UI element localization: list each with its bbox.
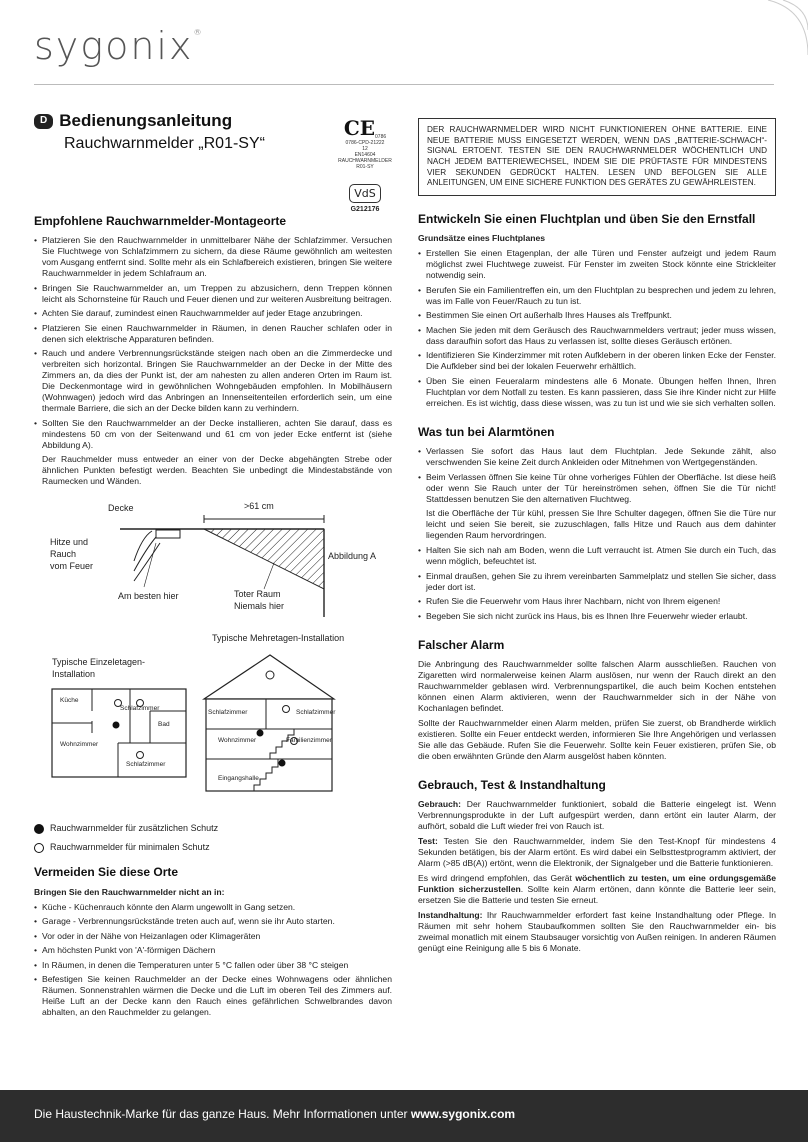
room-bad: Bad [158,721,170,729]
vds-mark: VdS [349,184,381,203]
list-item: • Platzieren Sie einen Rauchwarnmelder in Räumen, in denen Raucher schlafen oder in denen sich elektrische Apparaturen befinden. [34,323,392,345]
left-column [34,110,392,1022]
list-item: • Begeben Sie sich nicht zurück ins Haus, bis es Ihnen Ihre Feuerwehr wieder erlaubt. [418,611,776,622]
list-item: • Garage - Verbrennungsrückstände treten auch auf, wenn sie ihr Auto starten. [34,916,392,927]
filled-circle-icon [34,824,44,834]
montage-paragraph: Der Rauchmelder muss entweder an einer von der Decke abgehängten Strebe oder ähnlichen Punkten befestigt werden. Beachten Sie unbedingt die Mindestabstände von Raumecken und Wänden. [42,454,392,487]
vds-number: G212176 [350,206,380,214]
room-schlaf1: Schlafzimmer [120,705,160,713]
alarm-list-2 [418,545,776,622]
label-installation: Installation [52,669,96,680]
legend-empty: Rauchwarnmelder für minimalen Schutz [34,842,392,854]
falsch-heading: Falscher Alarm [418,637,505,652]
label-hitze: Hitze und [50,537,89,548]
list-item: • Befestigen Sie keinen Rauchmelder an der Decke eines Wohnwagens oder ähnlichen Räumen. Sonnenstrahlen wärmen die Decke und die Luft im oberen Teil des Zimmers auf. Heiße Luft an der Decke kann den Rauch eines gefährlichen Schwelbrandes davon abhalten, an den Rauchmelder zu gelangen. [34,974,392,1018]
list-item: • Berufen Sie ein Familientreffen ein, um den Fluchtplan zu besprechen und jedem zu lehren, was im Falle von Feuer/Rauch zu tun ist. [418,285,776,307]
page-title: D Bedienungsanleitung [34,110,392,132]
label-einzeletagen: Typische Einzeletagen- [52,657,146,668]
room-wohn: Wohnzimmer [60,741,99,749]
alarm-heading: Was tun bei Alarmtönen [418,424,555,439]
footer-bar: Die Haustechnik-Marke für das ganze Haus. Mehr Informationen unter www.sygonix.com [0,1090,808,1142]
gebrauch-paragraph: Gebrauch: Der Rauchwarnmelder funktioniert, sobald die Batterie eingelegt ist. Wenn Verbrennungsprodukte in der Luft aufgespürt werden, dann ertönt ein lauter Alarm, der aufhört, sobald die Luft wieder frei von Rauch ist. [418,799,776,832]
title-block [34,110,392,214]
language-badge: D [34,114,53,129]
list-item: • Platzieren Sie den Rauchwarnmelder in unmittelbarer Nähe der Schlafzimmer. Versuchen Sie Fluchtwege von Schlafzimmern zu sichern, da diese Räume gewöhnlich am weitesten vom Ausgang entfernt sind. Sollte mehr als ein Schlafbereich existieren, bringen Sie weitere Rauchwarnmelder in jedem Schlafraum an. [34,235,392,279]
room-m-eingang: Eingangshalle [218,775,259,783]
list-item: • Einmal draußen, gehen Sie zu ihrem vereinbarten Sammelplatz und stellen Sie sicher, dass jeder dort ist. [418,571,776,593]
header-divider [34,84,774,85]
label-rauch: Rauch [50,549,77,560]
room-schlaf2: Schlafzimmer [126,761,166,769]
room-m-wohn: Wohnzimmer [218,737,257,745]
label-toter: Toter Raum [234,589,281,600]
diagram-legend [34,823,392,853]
label-besten: Am besten hier [118,591,179,602]
right-column [418,118,776,958]
list-item: • Bestimmen Sie einen Ort außerhalb Ihres Hauses als Treffpunkt. [418,310,776,321]
label-decke: Decke [108,503,134,514]
list-item: • Verlassen Sie sofort das Haus laut dem Fluchtplan. Jede Sekunde zählt, also verschwenden Sie keine Zeit durch Ankleiden oder Mitnehmen von Wertgegenständen. [418,446,776,468]
list-item: • Rauch und andere Verbrennungsrückstände steigen nach oben an die Zimmerdecke und verbreiten sich horizontal. Bringen Sie Rauchwarnmelder an der Decke in der Mitte des Zimmers an, da dies der Punkt ist, der am nahesten zu allen anderen Orten im Raum ist. Die Deckenmontage wird in gewöhnlichen Wohngebäuden empfohlen. In Mobilhäusern (Wohnwagen) jedoch wird das Anbringen an Innenseitenteilen erforderlich sein, um eine thermale Barriere, die sich an der Decke bilden kann zu verhindern. [34,348,392,414]
fluchtplan-heading: Entwickeln Sie einen Fluchtplan und üben Sie den Ernstfall [418,211,756,226]
room-kueche: Küche [60,697,79,705]
label-feuer: vom Feuer [50,561,94,572]
alarm-list [418,446,776,505]
vermeiden-list [34,902,392,1019]
vermeiden-subheading: Bringen Sie den Rauchwarnmelder nicht an in: [34,886,225,897]
product-subtitle: Rauchwarnmelder „R01-SY“ [64,134,265,152]
fluchtplan-list [418,248,776,409]
list-item: • Identifizieren Sie Kinderzimmer mit roten Aufklebern in der oberen linken Ecke der Fenster. Die Aufkleber sind bei der lokalen Feuerwehr erhältlich. [418,350,776,372]
battery-warning-box: DER RAUCHWARNMELDER WIRD NICHT FUNKTIONIEREN OHNE BATTERIE. EINE NEUE BATTERIE MUSS EINGESETZT WERDEN, WENN DAS „BATTERIE-SCHWACH“-SIGNAL ERTOENT. TESTEN SIE DEN RAUCHWARNMELDER WÖCHENTLICH UND NACH JEDEM BATTERIEWECHSEL, INDEM SIE DIE PRÜFTASTE FÜR MINDESTENS VIER SEKUNDEN GEDRÜCKT HALTEN. LESEN UND BEFOLGEN SIE ALLE ANLEITUNGEN, UM EINE SICHERE FUNKTION DES GERÄTES ZU GEWÄHRLEISTEN. [418,118,776,196]
list-item: • Vor oder in der Nähe von Heizanlagen oder Klimageräten [34,931,392,942]
certification-block: CE0786 0786-CPD-21222 12 EN14604 RAUCHWARNMELDER R01-SY VdS G212176 [334,116,396,215]
montage-heading: Empfohlene Rauchwarnmelder-Montageorte [34,214,287,228]
fluchtplan-subheading: Grundsätze eines Fluchtplanes [418,233,546,244]
installation-diagram [34,497,392,819]
label-distance: >61 cm [244,501,274,512]
legend-filled: Rauchwarnmelder für zusätzlichen Schutz [34,823,392,835]
test-paragraph: Test: Testen Sie den Rauchwarnmelder, indem Sie den Test-Knopf für mindestens 4 Sekunden betätigen, bis der Alarm ertönt. Es wird dabei ein Selbsttestprogramm aktiviert, der Alarm (>85 dB(A)) ertönt, wenn die Elektronik, der Signalgeber und die Batterie funktionieren. [418,836,776,869]
vermeiden-heading: Vermeiden Sie diese Orte [34,865,179,880]
brand-logo: sygonix® [34,24,204,68]
list-item: • Erstellen Sie einen Etagenplan, der alle Türen und Fenster aufzeigt und jedem Raum möglichst zwei Fluchtwege zuweist. Für Fenster im zweiten Stock könnte eine Strickleiter notwendig sein. [418,248,776,281]
label-abbildung: Abbildung A [328,551,377,562]
label-mehretagen: Typische Mehretagen-Installation [212,633,345,644]
list-item: • In Räumen, in denen die Temperaturen unter 5 °C fallen oder über 38 °C steigen [34,960,392,971]
alarm-paragraph: Ist die Oberfläche der Tür kühl, pressen Sie Ihre Schulter dagegen, öffnen Sie die Türe nur leicht und seien Sie bereit, sie zuzuschlagen, falls Hitze und Rauch aus dem dahinter liegenden Raum hervordringen. [426,508,776,541]
corner-decoration [748,0,808,60]
list-item: • Machen Sie jeden mit dem Geräusch des Rauchwarnmelders vertraut; jeder muss wissen, dass daraufhin sofort das Haus zu verlassen ist, sollte dieses Geräusch ertönen. [418,325,776,347]
list-item: • Beim Verlassen öffnen Sie keine Tür ohne vorheriges Fühlen der Oberfläche. Ist diese heiß oder wenn Sie Rauch unter der Tür hereinströmen sehen, öffnen Sie die Tür nicht! Stattdessen benutzen Sie den alternativen Fluchtweg. [418,472,776,505]
ce-mark: CE [343,116,376,140]
list-item: • Halten Sie sich nah am Boden, wenn die Luft verraucht ist. Atmen Sie durch ein Tuch, das wenn möglich, befeuchtet ist. [418,545,776,567]
footer-link[interactable]: www.sygonix.com [410,1107,516,1121]
label-niemals: Niemals hier [234,601,285,612]
list-item: • Üben Sie einen Feueralarm mindestens alle 6 Monate. Übungen helfen Ihnen, Ihren Fluchtplan vor dem Notfall zu testen. Es kann passieren, dass Sie ihre Kinder nicht zur Hilfe erreichen. Es ist wichtig, dass diese wissen, was zu tun ist und wie sie sich verhalten sollen. [418,376,776,409]
list-item: • Bringen Sie Rauchwarnmelder an, um Treppen zu abzusichern, denn Treppen können leicht als Schornsteine für Rauch und Feuer dienen und zur weiteren Ausbreitung beitragen. [34,283,392,305]
list-item: • Achten Sie darauf, zumindest einen Rauchwarnmelder auf jeder Etage anzubringen. [34,308,392,319]
falsch-paragraph-2: Sollte der Rauchwarnmelder einen Alarm melden, prüfen Sie zuerst, ob Brandherde wirklich existieren. Sollte ein Feuer entdeckt werden, informieren Sie Ihre Angehörigen und verlassen Sie alle das Gebäude. Rufen Sie die Feuerwehr. Sollte kein Feuer existieren, prüfen Sie, ob die oben erwähnten Gründe den Alarm ausgelöst haben könnten. [418,718,776,762]
list-item: • Am höchsten Punkt von 'A'-förmigen Dächern [34,945,392,956]
list-item: • Küche - Küchenrauch könnte den Alarm ungewollt in Gang setzen. [34,902,392,913]
room-m-schlaf1: Schlafzimmer [208,709,248,717]
falsch-paragraph-1: Die Anbringung des Rauchwarnmelder sollte falschen Alarm ausschließen. Rauchen von Zigaretten wird normalerweise keinen Alarm auslösen, nur wenn der Rauch direkt an den Rauchwarnmelder geblasen wird. Verbrennungspartikel, die auch beim Kochen entstehen können einen Alarm aktivieren, wenn der Rauchwarnmelder sich in der Nähe von Kochanlagen befindet. [418,659,776,714]
room-m-schlaf2: Schlafzimmer [296,709,336,717]
room-m-familie: Familienzimmer [286,737,332,745]
recommendation-paragraph: Es wird dringend empfohlen, das Gerät wöchentlich zu testen, um eine ordungsgemäße Funktion sicherzustellen. Sollte kein Alarm ertönen, dann könnte die Batterie leer sein, ersetzen Sie die Batterie und testen Sie erneut. [418,873,776,906]
montage-list [34,235,392,451]
list-item: • Rufen Sie die Feuerwehr vom Haus ihrer Nachbarn, nicht von Ihrem eigenen! [418,596,776,607]
maintenance-paragraph: Instandhaltung: Ihr Rauchwarnmelder erfordert fast keine Instandhaltung oder Pflege. In Räumen mit sehr hohem Staubaufkommen sollten Sie den Rauchwarnmelder ein- bis zweimal monatlich mit einem Staubsauger vorsichtig von Außen reinigen. In anderen Räumen genügt eine Reinigung alle 5 bis 6 Monate. [418,910,776,954]
list-item: • Sollten Sie den Rauchwarnmelder an der Decke installieren, achten Sie darauf, dass es mindestens 50 cm von der Seitenwand und 61 cm von jeder Ecke entfernt ist (siehe Abbildung A). [34,418,392,451]
empty-circle-icon [34,843,44,853]
gebrauch-heading: Gebrauch, Test & Instandhaltung [418,778,606,793]
